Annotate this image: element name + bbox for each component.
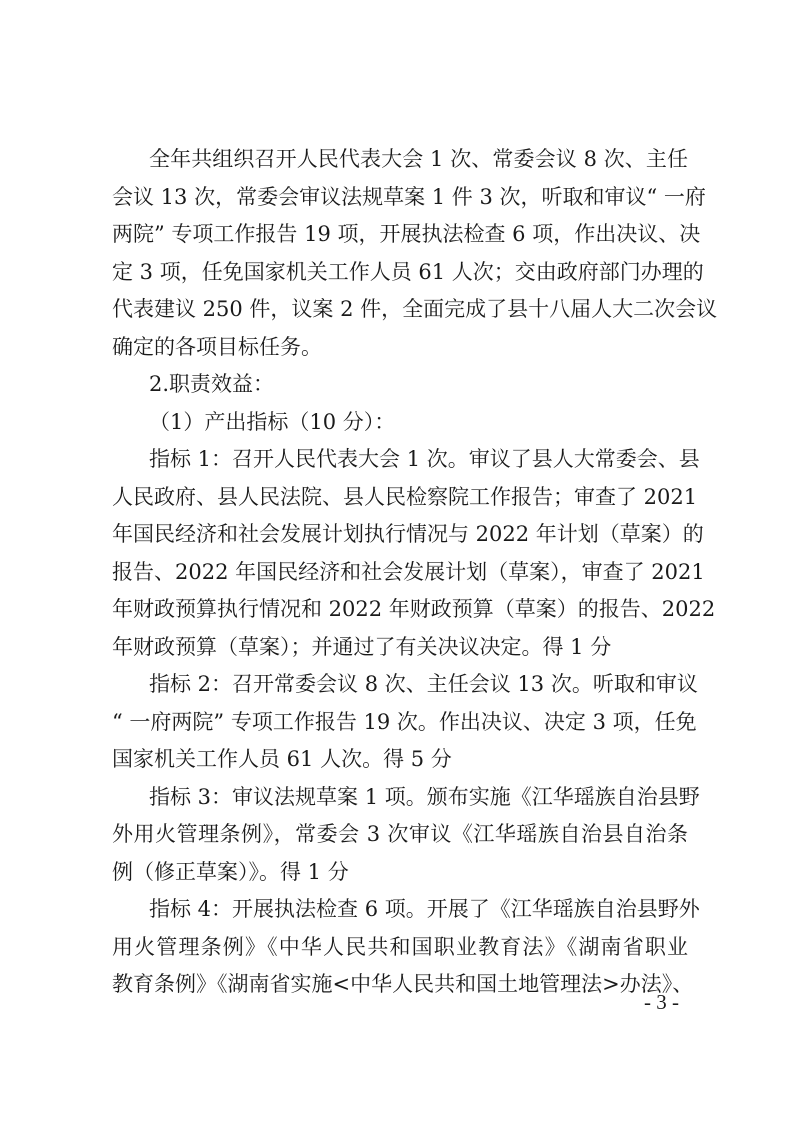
indicator-1-line: 年国民经济和社会发展计划执行情况与 2022 年计划（草案）的: [112, 522, 704, 546]
paragraph-summary-line: 定 3 项，任免国家机关工作人员 61 人次；交由政府部门办理的: [112, 260, 704, 284]
paragraph-summary-line: 两院” 专项工作报告 19 项，开展执法检查 6 项，作出决议、决: [112, 222, 701, 246]
subsection-heading: （1）产出指标（10 分）：: [149, 410, 396, 434]
indicator-1-line: 年财政预算（草案）；并通过了有关决议决定。得 1 分: [112, 635, 612, 659]
indicator-2-line: “ 一府两院” 专项工作报告 19 次。作出决议、决定 3 项，任免: [112, 710, 697, 734]
indicator-4-line: 教育条例》《湖南省实施<中华人民共和国土地管理法>办法》、: [112, 972, 694, 996]
page-number: - 3 -: [644, 990, 679, 1014]
paragraph-summary-line: 代表建议 250 件，议案 2 件，全面完成了县十八届人大二次会议: [112, 297, 718, 321]
indicator-3-line: 指标 3：审议法规草案 1 项。颁布实施《江华瑶族自治县野: [149, 785, 700, 809]
paragraph-summary-line: 确定的各项目标任务。: [112, 335, 322, 359]
indicator-2-line: 国家机关工作人员 61 人次。得 5 分: [112, 747, 452, 771]
indicator-3-line: 外用火管理条例》，常委会 3 次审议《江华瑶族自治县自治条: [112, 822, 688, 846]
indicator-4-line: 指标 4：开展执法检查 6 项。开展了《江华瑶族自治县野外: [149, 897, 700, 921]
indicator-1-line: 年财政预算执行情况和 2022 年财政预算（草案）的报告、2022: [112, 597, 716, 621]
indicator-1-line: 指标 1：召开人民代表大会 1 次。审议了县人大常委会、县: [149, 447, 700, 471]
paragraph-summary-line: 全年共组织召开人民代表大会 1 次、常委会议 8 次、主任: [149, 147, 688, 171]
section-heading: 2.职责效益：: [149, 372, 275, 396]
indicator-3-line: 例（修正草案）》。得 1 分: [112, 860, 349, 884]
indicator-4-line: 用火管理条例》《中华人民共和国职业教育法》《湖南省职业: [112, 935, 688, 959]
indicator-1-line: 人民政府、县人民法院、县人民检察院工作报告；审查了 2021: [112, 485, 698, 509]
indicator-1-line: 报告、2022 年国民经济和社会发展计划（草案），审查了 2021: [112, 560, 705, 584]
paragraph-summary-line: 会议 13 次，常委会审议法规草案 1 件 3 次，听取和审议“ 一府: [112, 185, 706, 209]
indicator-2-line: 指标 2：召开常委会议 8 次、主任会议 13 次。听取和审议: [149, 672, 698, 696]
